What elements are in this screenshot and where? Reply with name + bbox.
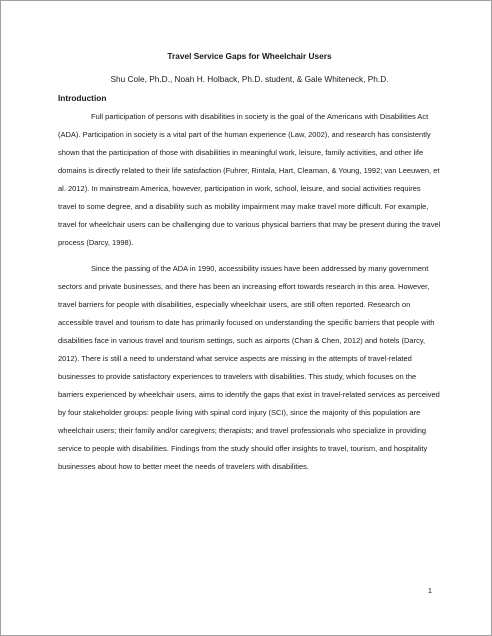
author-line: Shu Cole, Ph.D., Noah H. Holback, Ph.D. student, & Gale Whiteneck, Ph.D. [110,74,389,84]
paragraph-1: Full participation of persons with disabilities in society is the goal of the Americans with Disabilities Act (ADA). Participation in society is a vital part of the human experience (Law, 2002), and research has consistently shown that the participation of those with disabilities in meaningful work, leisure, family activities, and other life domains is directly related to their life satisfaction (Fuhrer, Rintala, Hart, Cleaman, & Young, 1992; van Leeuwen, et al. 2012). In mainstream America, however, participation in work, school, leisure, and social activities requires travel to some degree, and a disability such as mobility impairment may make travel more difficult. For example, travel for wheelchair users can be challenging due to various physical barriers that may be present during the travel process (Darcy, 1998). [58,112,441,247]
page-number: 1 [427,586,432,595]
paragraph-2: Since the passing of the ADA in 1990, accessibility issues have been addressed by many government sectors and private businesses, and there has been an increasing effort towards research in this area. However, travel barriers for people with disabilities, especially wheelchair users, are still often reported. Research on accessible travel and tourism to date has primarily focused on understanding the specific barriers that people with disabilities face in various travel and tourism settings, such as airports (Chan & Chen, 2012) and hotels (Darcy, 2012). There is still a need to understand what service aspects are missing in the attempts of travel-related businesses to provide satisfactory experiences to travelers with disabilities. This study, which focuses on the barriers experienced by wheelchair users, aims to identify the gaps that exist in travel-related services as perceived by four stakeholder groups: people living with spinal cord injury (SCI), since the majority of this population are wheelchair users; their family and/or caregivers; therapists; and travel professionals who specialize in providing service to people with disabilities. Findings from the study should offer insights to travel, tourism, and hospitality businesses about how to better meet the needs of travelers with disabilities. [58,264,440,471]
page-content [58,50,441,476]
section-heading-introduction: Introduction [58,93,107,103]
document-title: Travel Service Gaps for Wheelchair Users [167,51,332,61]
